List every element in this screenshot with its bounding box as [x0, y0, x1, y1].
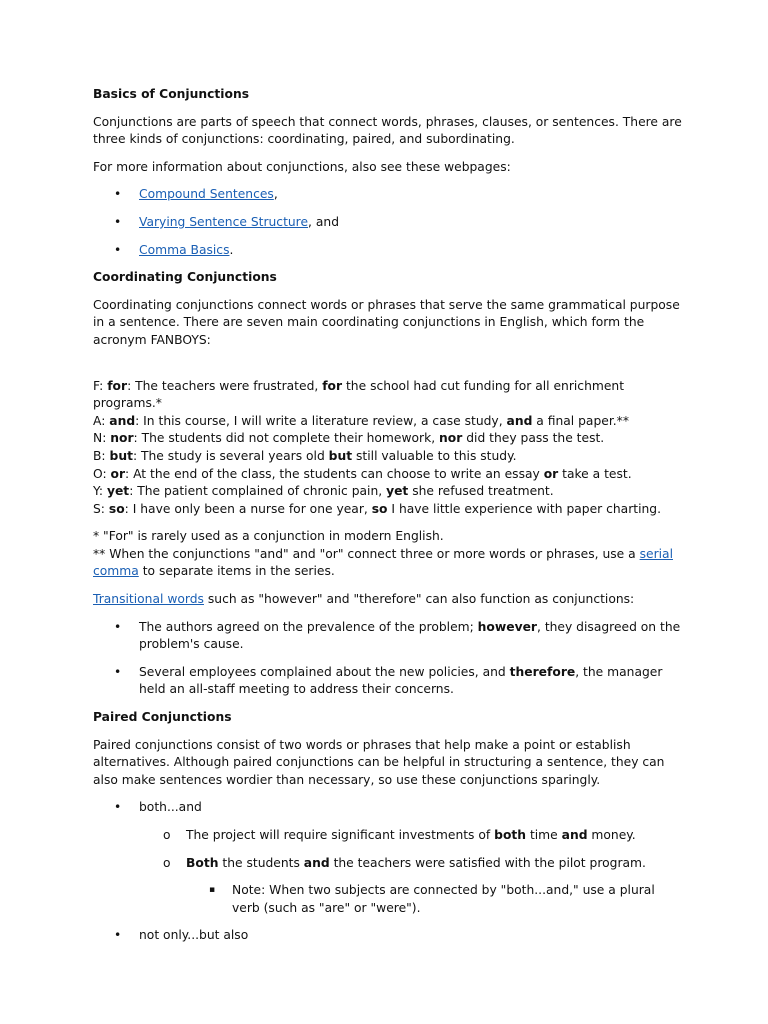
fanboys-line-a: A: and: In this course, I will write a literature review, a case study, and a final paper.**: [93, 413, 629, 428]
coordinating-intro: Coordinating conjunctions connect words or phrases that serve the same grammatical purpose in a sentence. There are seven main coordinating conjunctions in English, which form the acronym FANBOYS:: [93, 297, 680, 347]
intro-paragraph: Conjunctions are parts of speech that connect words, phrases, clauses, or sentences. There are three kinds of conjunctions: coordinating, paired, and subordinating.: [93, 114, 682, 147]
paired-intro: Paired conjunctions consist of two words or phrases that help make a point or establish alternatives. Although paired conjunctions can be helpful in structuring a sentence, they can also make sentences wordier than necessary, so use these conjunctions sparingly.: [93, 737, 665, 787]
bullet-icon: •: [114, 619, 122, 634]
fanboys-line-f: F: for: The teachers were frustrated, for the school had cut funding for all enrichment programs.*: [93, 378, 625, 411]
footnote-for: * "For" is rarely used as a conjunction in modern English.: [93, 529, 444, 544]
fanboys-line-n: N: nor: The students did not complete their homework, nor did they pass the test.: [93, 431, 605, 446]
list-item: [93, 242, 683, 260]
list-item: o Both the students and the teachers were satisfied with the pilot program.: [93, 855, 683, 873]
bullet-icon: •: [114, 664, 122, 679]
bullet-icon: •: [114, 242, 122, 257]
circle-bullet-icon: o: [163, 855, 171, 870]
link-comma-basics[interactable]: Comma Basics: [139, 242, 230, 257]
link-transitional-words[interactable]: Transitional words: [93, 592, 204, 607]
link-suffix: .: [229, 242, 234, 257]
list-item: • not only...but also: [93, 927, 683, 945]
transitional-paragraph: Transitional words such as "however" and "therefore" can also function as conjunctions:: [93, 592, 635, 607]
link-serial-comma[interactable]: serial comma: [93, 546, 673, 579]
fanboys-line-s: S: so: I have only been a nurse for one year, so I have little experience with paper charting.: [93, 501, 662, 516]
page-title: Basics of Conjunctions: [93, 87, 250, 101]
bullet-icon: •: [114, 214, 122, 229]
footnote-serial-comma: ** When the conjunctions "and" and "or" connect three or more words or phrases, use a serial comma to separate items in the series.: [93, 546, 673, 579]
list-item: • Several employees complained about the new policies, and therefore, the manager held an all-staff meeting to address their concerns.: [114, 664, 663, 697]
document-page: [93, 86, 683, 955]
list-item: ▪ Note: When two subjects are connected by "both...and," use a plural verb (such as "are" or "were").: [209, 883, 655, 915]
link-compound-sentences[interactable]: Compound Sentences: [139, 187, 274, 202]
paired-heading: Paired Conjunctions: [93, 710, 232, 725]
square-bullet-icon: ▪: [209, 885, 216, 896]
circle-bullet-icon: o: [163, 828, 171, 842]
link-suffix: ,: [273, 187, 278, 202]
bullet-icon: •: [114, 800, 122, 815]
coordinating-heading: Coordinating Conjunctions: [93, 270, 277, 285]
spacer: [93, 360, 683, 378]
link-suffix: , and: [308, 214, 339, 229]
list-item: • both...and: [93, 799, 683, 817]
list-item: • The authors agreed on the prevalence of the problem; however, they disagreed on the problem's cause.: [114, 619, 681, 652]
list-item: [93, 186, 683, 204]
bullet-icon: •: [114, 187, 122, 202]
more-info-paragraph: For more information about conjunctions, also see these webpages:: [93, 159, 511, 174]
fanboys-list: [93, 378, 683, 519]
footnotes: [93, 528, 683, 581]
list-item: o The project will require significant investments of both time and money.: [93, 827, 683, 845]
link-varying-sentence-structure[interactable]: Varying Sentence Structure: [139, 214, 309, 229]
fanboys-line-y: Y: yet: The patient complained of chronic pain, yet she refused treatment.: [93, 484, 554, 499]
bullet-icon: •: [114, 928, 122, 943]
fanboys-line-b: B: but: The study is several years old but still valuable to this study.: [93, 448, 517, 463]
list-item: [93, 214, 683, 232]
fanboys-line-o: O: or: At the end of the class, the students can choose to write an essay or take a test.: [93, 466, 632, 481]
